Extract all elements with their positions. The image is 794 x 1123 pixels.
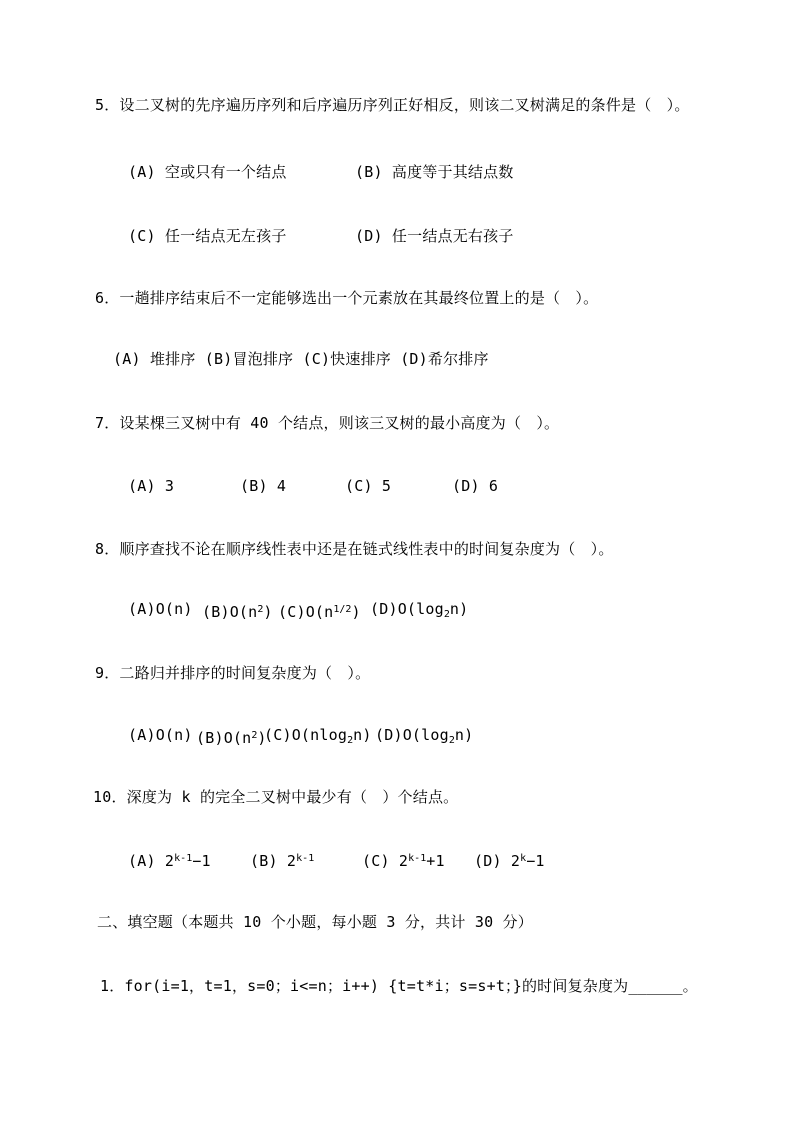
question-5-stem: 5．设二叉树的先序遍历序列和后序遍历序列正好相反，则该二叉树满足的条件是（ ）。: [95, 96, 690, 114]
option-text: ): [263, 603, 273, 621]
question-6-stem: 6．一趟排序结束后不一定能够选出一个元素放在其最终位置上的是（ ）。: [95, 289, 599, 307]
question-5-option-b: (B) 高度等于其结点数: [355, 163, 514, 181]
question-9-option-b: [196, 726, 267, 748]
fill-question-1-period: 。: [682, 977, 698, 995]
option-text: −1: [526, 852, 545, 870]
option-text: (C) 2: [362, 852, 409, 870]
question-9-option-c: [264, 726, 372, 750]
option-text: n): [454, 726, 474, 744]
question-8-stem: 8．顺序查找不论在顺序线性表中还是在链式线性表中的时间复杂度为（ ）。: [95, 540, 614, 558]
option-text: (C)O(nlog: [264, 726, 348, 744]
question-10-stem: 10．深度为 k 的完全二叉树中最少有（ ）个结点。: [93, 788, 459, 806]
option-text: (C)O(n: [278, 603, 334, 621]
option-superscript: k-1: [174, 853, 193, 864]
option-superscript: k-1: [408, 853, 427, 864]
option-text: (D)O(log: [375, 726, 449, 744]
question-6-options: (A) 堆排序 (B)冒泡排序 (C)快速排序 (D)希尔排序: [113, 350, 489, 368]
option-text: (B)O(n: [196, 729, 252, 747]
option-subscript: 2: [347, 735, 354, 746]
option-text: +1: [426, 852, 445, 870]
option-text: n): [449, 600, 469, 618]
option-text: (A) 2: [128, 852, 175, 870]
option-subscript: 2: [448, 735, 455, 746]
question-5-option-c: (C) 任一结点无左孩子: [128, 227, 287, 245]
question-9-option-a: (A)O(n): [128, 726, 193, 744]
option-text: ): [351, 603, 361, 621]
option-text: (D) 2: [474, 852, 521, 870]
question-9-stem: 9．二路归并排序的时间复杂度为（ ）。: [95, 664, 371, 682]
option-superscript: k: [520, 853, 527, 864]
fill-question-1: [100, 977, 698, 996]
option-text: (B) 2: [250, 852, 297, 870]
option-text: −1: [192, 852, 211, 870]
answer-blank: ______: [628, 977, 683, 995]
question-10-option-c: [362, 849, 445, 871]
option-text: (B)O(n: [202, 603, 258, 621]
fill-question-1-text: 1．for(i=1，t=1，s=0；i<=n；i++) {t=t*i；s=s+t；}的时间复杂度为: [100, 977, 629, 995]
option-superscript: k-1: [296, 853, 315, 864]
fill-in-section-header: 二、填空题（本题共 10 个小题，每小题 3 分，共计 30 分）: [97, 913, 533, 931]
question-7-option-d: (D) 6: [452, 477, 499, 495]
question-8-option-a: (A)O(n): [128, 600, 193, 618]
question-5-option-d: (D) 任一结点无右孩子: [355, 227, 514, 245]
question-7-option-b: (B) 4: [240, 477, 287, 495]
option-text: n): [353, 726, 372, 744]
question-8-option-d: [370, 600, 468, 624]
question-10-option-b: [250, 849, 314, 871]
question-8-option-c: [278, 600, 361, 622]
question-5-option-a: (A) 空或只有一个结点: [128, 163, 287, 181]
question-7-option-a: (A) 3: [128, 477, 175, 495]
option-superscript: 1/2: [333, 604, 352, 615]
question-9-option-d: [375, 726, 473, 750]
option-superscript: 2: [257, 604, 264, 615]
question-8-option-b: [202, 600, 273, 622]
question-10-option-d: [474, 849, 545, 871]
question-7-stem: 7．设某棵三叉树中有 40 个结点，则该三叉树的最小高度为（ ）。: [95, 414, 560, 432]
option-text: (D)O(log: [370, 600, 444, 618]
question-7-option-c: (C) 5: [345, 477, 392, 495]
option-text: ): [257, 729, 267, 747]
option-subscript: 2: [443, 609, 450, 620]
question-10-option-a: [128, 849, 211, 871]
option-superscript: 2: [251, 730, 258, 741]
